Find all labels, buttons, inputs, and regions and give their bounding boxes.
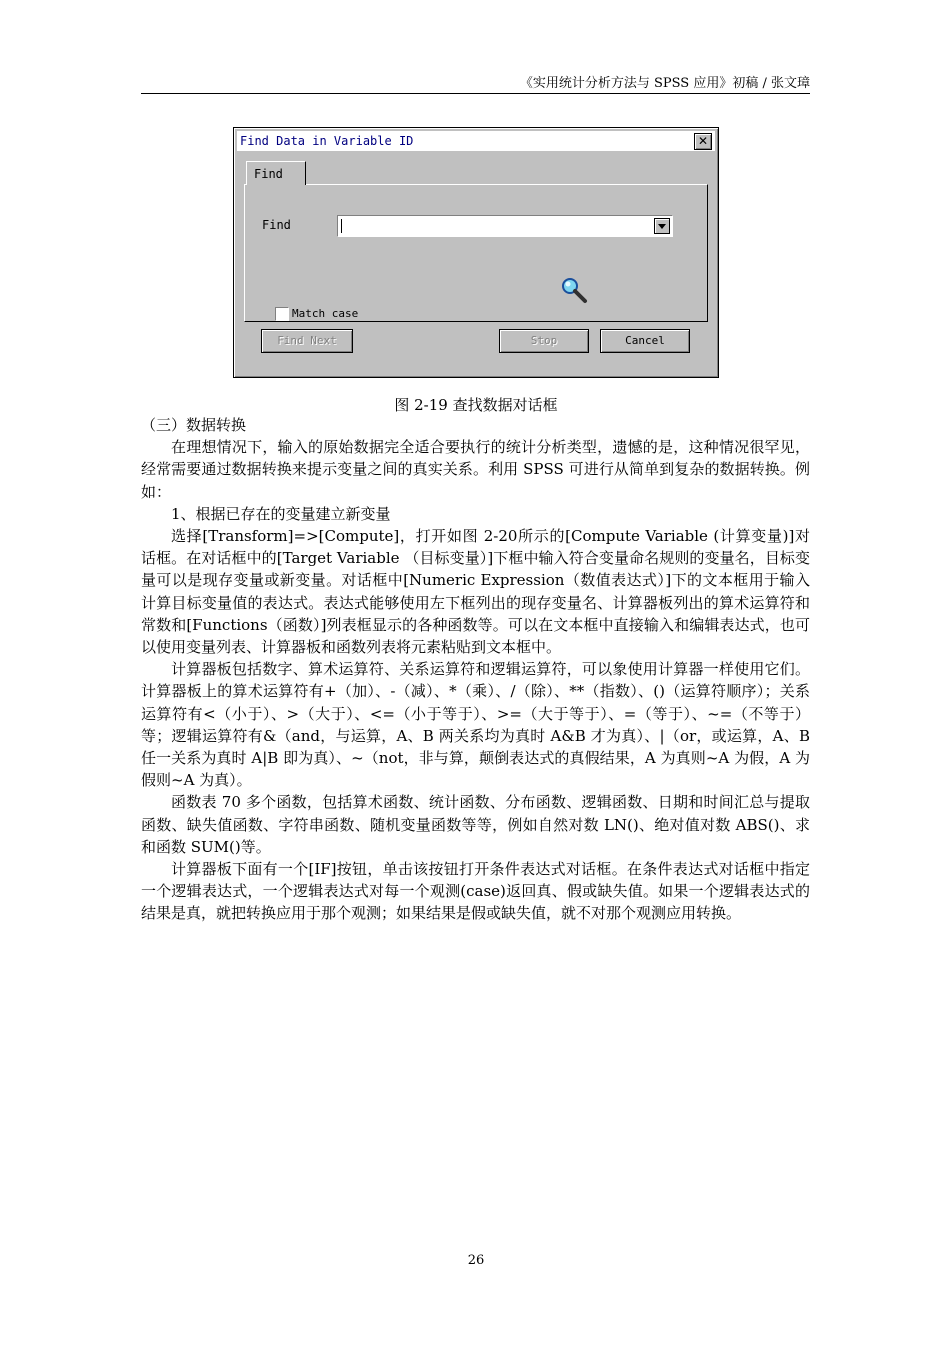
section-heading: （三）数据转换 xyxy=(141,416,247,434)
page-number: 26 xyxy=(467,1253,485,1268)
dialog-title: Find Data in Variable ID xyxy=(240,134,414,148)
running-header: 《实用统计分析方法与 SPSS 应用》初稿 / 张文璋 xyxy=(519,76,810,91)
paragraph: 计算器板包括数字、算术运算符、关系运算符和逻辑运算符，可以象使用计算器一样使用它们。计算器板上的算术运算符有+（加）、-（减）、*（乘）、/（除）、**（指数）、()（运算符顺序）；关系运算符有<（小于）、>（大于）、<=（小于等于）、>=（大于等于）、=（等于）、~=（不等于）等；逻辑运算符有&（and，与运算，A、B 两关系均为真时 A&B 才为真）、|（or，或运算，A、B 任一关系为真时 A|B 即为真）、~（not，非与算，颠倒表达式的真假结果，A 为真则~A 为假，A 为假则~A 为真）。 xyxy=(141,660,810,790)
tab-find[interactable]: Find xyxy=(246,161,306,185)
text-caret xyxy=(341,219,342,233)
chevron-down-icon[interactable] xyxy=(654,218,670,234)
cancel-button[interactable]: Cancel xyxy=(600,329,690,353)
stop-button[interactable]: Stop xyxy=(499,329,589,353)
header-rule xyxy=(141,93,810,94)
figure-caption: 图 2-19 查找数据对话框 xyxy=(394,396,558,414)
close-icon: ✕ xyxy=(697,134,709,148)
close-button[interactable] xyxy=(694,133,712,150)
paragraph: 函数表 70 多个函数，包括算术函数、统计函数、分布函数、逻辑函数、日期和时间汇总与提取函数、缺失值函数、字符串函数、随机变量函数等等，例如自然对数 LN()、绝对值对数 ABS()、求和函数 SUM()等。 xyxy=(141,793,810,856)
paragraph: 计算器板下面有一个[IF]按钮，单击该按钮打开条件表达式对话框。在条件表达式对话框中指定一个逻辑表达式，一个逻辑表达式对每一个观测(case)返回真、假或缺失值。如果一个逻辑表达式的结果是真，就把转换应用于那个观测；如果结果是假或缺失值，就不对那个观测应用转换。 xyxy=(141,860,810,923)
subheading: 1、根据已存在的变量建立新变量 xyxy=(171,504,391,523)
magnifier-icon xyxy=(559,275,589,305)
dialog-titlebar xyxy=(237,131,715,151)
body-text xyxy=(141,414,810,925)
paragraph: 选择[Transform]=>[Compute]，打开如图 2-20所示的[Compute Variable (计算变量)]对话框。在对话框中的[Target Variable （目标变量）]下框中输入符合变量命名规则的变量名，目标变量可以是现存变量或新变量。对话框中[Numeric Expression（数值表达式）]下的文本框用于输入计算目标变量值的表达式。表达式能够使用左下框列出的现存变量名、计算器板列出的算术运算符和常数和[Functions（函数）]列表框显示的各种函数等。可以在文本框中直接输入和编辑表达式，也可以使用变量列表、计算器板和函数列表将元素粘贴到文本框中。 xyxy=(141,527,810,657)
find-tab-panel xyxy=(244,184,708,322)
match-case-checkbox[interactable] xyxy=(275,307,289,321)
find-label: Find xyxy=(262,218,291,232)
find-next-button[interactable]: Find Next xyxy=(261,329,353,353)
find-input[interactable] xyxy=(337,215,673,237)
find-data-dialog xyxy=(233,127,719,378)
paragraph: 在理想情况下，输入的原始数据完全适合要执行的统计分析类型，遗憾的是，这种情况很罕见，经常需要通过数据转换来提示变量之间的真实关系。利用 SPSS 可进行从简单到复杂的数据转换。例如： xyxy=(141,438,810,501)
match-case-label: Match case xyxy=(292,307,359,320)
